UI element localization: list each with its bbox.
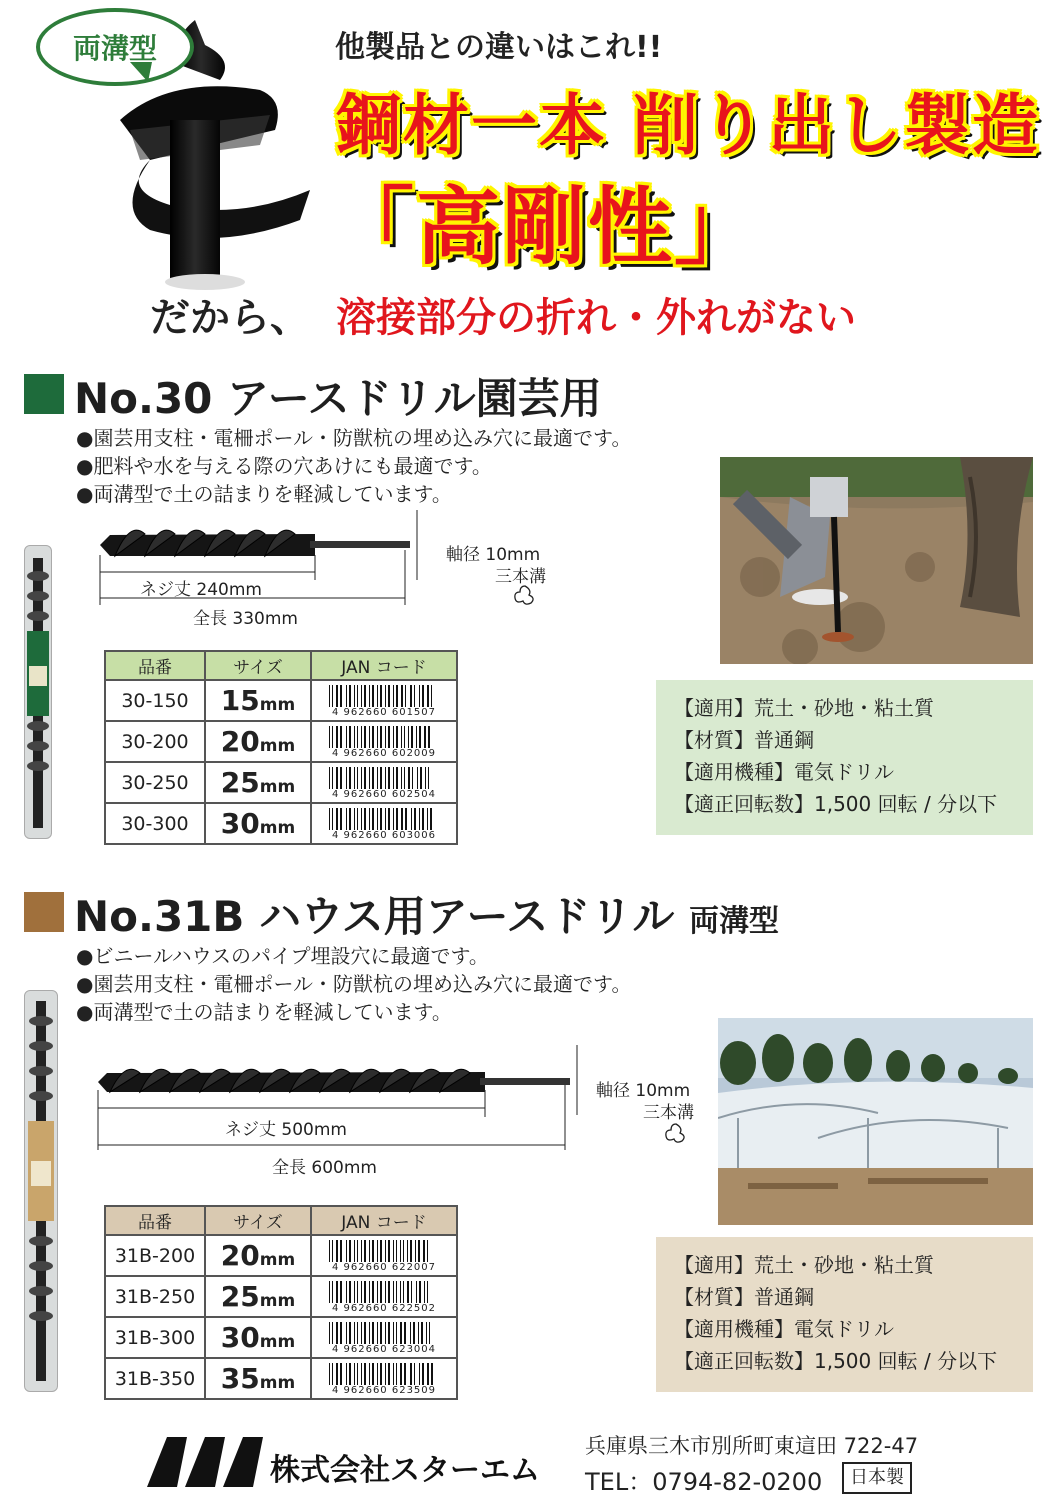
made-in-japan-label: 日本製 bbox=[842, 1462, 912, 1494]
info-application: 【適用】荒土・砂地・粘土質 bbox=[674, 1253, 934, 1277]
section-marker-brown bbox=[24, 892, 64, 932]
shaft-diameter-label: 軸径 10mm bbox=[446, 545, 541, 565]
table-row bbox=[105, 680, 457, 721]
size-unit: mm bbox=[259, 1373, 296, 1393]
model-code: 30-300 bbox=[105, 803, 205, 844]
hero-subtitle: 他製品との違いはこれ!! bbox=[335, 30, 663, 65]
header-size: サイズ bbox=[205, 1206, 311, 1235]
size-cell bbox=[205, 1358, 311, 1399]
info-material: 【材質】普通鋼 bbox=[674, 728, 814, 752]
three-flute-icon bbox=[512, 584, 538, 606]
size-value: 25 bbox=[220, 1280, 260, 1313]
barcode-icon bbox=[325, 684, 443, 718]
spec-info-box-no31b bbox=[656, 1237, 1033, 1392]
jan-cell bbox=[311, 680, 457, 721]
feature-item: ●両溝型で土の詰まりを軽減しています。 bbox=[76, 1000, 452, 1024]
table-row bbox=[105, 721, 457, 762]
product-suffix: 両溝型 bbox=[689, 904, 780, 939]
product-heading-no30 bbox=[74, 366, 602, 426]
barcode-icon bbox=[325, 1362, 443, 1396]
model-code: 30-150 bbox=[105, 680, 205, 721]
size-cell bbox=[205, 762, 311, 803]
jan-number: 4 962660 602504 bbox=[331, 788, 437, 800]
barcode-icon bbox=[325, 1321, 443, 1355]
info-application: 【適用】荒土・砂地・粘土質 bbox=[674, 696, 934, 720]
jan-cell bbox=[311, 762, 457, 803]
spec-table-no30 bbox=[104, 650, 458, 845]
barcode-icon bbox=[325, 807, 443, 841]
size-cell bbox=[205, 721, 311, 762]
table-row bbox=[105, 762, 457, 803]
product-heading-no31b bbox=[74, 884, 779, 944]
info-material: 【材質】普通鋼 bbox=[674, 1285, 814, 1309]
flute-count-label: 三本溝 bbox=[643, 1103, 694, 1123]
three-flute-icon bbox=[663, 1122, 689, 1144]
feature-item: ●両溝型で土の詰まりを軽減しています。 bbox=[76, 482, 452, 506]
flute-count-label: 三本溝 bbox=[495, 567, 546, 587]
model-code: 31B-350 bbox=[105, 1358, 205, 1399]
jan-cell bbox=[311, 1276, 457, 1317]
size-value: 35 bbox=[220, 1362, 260, 1395]
feature-item: ●ビニールハウスのパイプ埋設穴に最適です。 bbox=[76, 944, 489, 968]
size-cell bbox=[205, 803, 311, 844]
info-rpm: 【適正回転数】1,500 回転 / 分以下 bbox=[674, 1349, 998, 1373]
table-row bbox=[105, 1276, 457, 1317]
size-cell bbox=[205, 1235, 311, 1276]
photo-drilling-by-tree bbox=[720, 457, 1033, 664]
feature-item: ●園芸用支柱・電柵ポール・防獣杭の埋め込み穴に最適です。 bbox=[76, 972, 632, 996]
badge-tail bbox=[130, 62, 152, 82]
total-length-label: 全長 600mm bbox=[272, 1158, 377, 1178]
model-code: 31B-300 bbox=[105, 1317, 205, 1358]
header-model-code: 品番 bbox=[105, 651, 205, 680]
product-name: ハウス用アースドリル bbox=[259, 892, 675, 941]
size-cell bbox=[205, 1317, 311, 1358]
product-name: アースドリル園芸用 bbox=[227, 374, 602, 423]
screw-length-label: ネジ丈 500mm bbox=[225, 1120, 347, 1140]
jan-number: 4 962660 623004 bbox=[331, 1343, 437, 1355]
info-machine: 【適用機種】電気ドリル bbox=[674, 760, 894, 784]
hero-lead-emphasis: 溶接部分の折れ・外れがない bbox=[336, 295, 856, 341]
jan-cell bbox=[311, 721, 457, 762]
feature-list-no31b bbox=[76, 942, 631, 1026]
product-package-tube bbox=[24, 545, 52, 839]
model-code: 30-200 bbox=[105, 721, 205, 762]
hero-headline: 鋼材一本 削り出し製造 bbox=[335, 87, 1040, 164]
feature-list-no30 bbox=[76, 424, 631, 508]
feature-item: ●肥料や水を与える際の穴あけにも最適です。 bbox=[76, 454, 492, 478]
table-row bbox=[105, 803, 457, 844]
size-unit: mm bbox=[259, 695, 296, 715]
jan-number: 4 962660 602009 bbox=[331, 747, 437, 759]
table-row bbox=[105, 1317, 457, 1358]
star-m-logo-icon bbox=[145, 1432, 575, 1492]
jan-cell bbox=[311, 1317, 457, 1358]
product-model: No.31B bbox=[74, 892, 245, 941]
size-value: 20 bbox=[220, 1239, 260, 1272]
feature-item: ●園芸用支柱・電柵ポール・防獣杭の埋め込み穴に最適です。 bbox=[76, 426, 632, 450]
info-machine: 【適用機種】電気ドリル bbox=[674, 1317, 894, 1341]
model-code: 31B-250 bbox=[105, 1276, 205, 1317]
jan-number: 4 962660 622007 bbox=[331, 1261, 437, 1273]
photo-greenhouse bbox=[718, 1018, 1033, 1225]
total-length-label: 全長 330mm bbox=[193, 609, 298, 629]
size-unit: mm bbox=[259, 736, 296, 756]
size-unit: mm bbox=[259, 777, 296, 797]
spec-table-no31b bbox=[104, 1205, 458, 1400]
shaft-diameter-label: 軸径 10mm bbox=[596, 1081, 691, 1101]
size-unit: mm bbox=[259, 818, 296, 838]
product-package-tube bbox=[24, 990, 58, 1392]
header-jan: JAN コード bbox=[311, 1206, 457, 1235]
product-model: No.30 bbox=[74, 374, 213, 423]
section-marker-green bbox=[24, 374, 64, 414]
barcode-icon bbox=[325, 766, 443, 800]
packaged-drill-icon bbox=[25, 991, 57, 1391]
jan-number: 4 962660 603006 bbox=[331, 829, 437, 841]
size-unit: mm bbox=[259, 1332, 296, 1352]
table-row bbox=[105, 1235, 457, 1276]
jan-number: 4 962660 623509 bbox=[331, 1384, 437, 1396]
header-size: サイズ bbox=[205, 651, 311, 680]
company-name: 株式会社スターエム bbox=[270, 1453, 540, 1488]
size-unit: mm bbox=[259, 1250, 296, 1270]
jan-cell bbox=[311, 1235, 457, 1276]
jan-number: 4 962660 622502 bbox=[331, 1302, 437, 1314]
screw-length-label: ネジ丈 240mm bbox=[140, 580, 262, 600]
barcode-icon bbox=[325, 1280, 443, 1314]
model-code: 31B-200 bbox=[105, 1235, 205, 1276]
company-address: 兵庫県三木市別所町東這田 722-47 bbox=[585, 1434, 919, 1458]
info-rpm: 【適正回転数】1,500 回転 / 分以下 bbox=[674, 792, 998, 816]
header-model-code: 品番 bbox=[105, 1206, 205, 1235]
size-value: 25 bbox=[220, 766, 260, 799]
spec-info-box-no30 bbox=[656, 680, 1033, 835]
double-flute-badge bbox=[36, 8, 194, 86]
size-value: 30 bbox=[220, 807, 260, 840]
jan-cell bbox=[311, 1358, 457, 1399]
jan-cell bbox=[311, 803, 457, 844]
jan-number: 4 962660 601507 bbox=[331, 706, 437, 718]
model-code: 30-250 bbox=[105, 762, 205, 803]
barcode-icon bbox=[325, 1239, 443, 1273]
size-cell bbox=[205, 1276, 311, 1317]
header-jan: JAN コード bbox=[311, 651, 457, 680]
size-unit: mm bbox=[259, 1291, 296, 1311]
table-row bbox=[105, 1358, 457, 1399]
packaged-drill-icon bbox=[25, 546, 51, 838]
company-logo bbox=[145, 1432, 575, 1496]
barcode-icon bbox=[325, 725, 443, 759]
size-value: 15 bbox=[220, 684, 260, 717]
hero-headline-rigidity: 「高剛性」 bbox=[330, 178, 761, 276]
hero-lead-prefix: だから、 bbox=[150, 295, 310, 341]
company-tel: TEL：0794-82-0200 bbox=[585, 1468, 823, 1496]
size-value: 20 bbox=[220, 725, 260, 758]
badge-text: 両溝型 bbox=[72, 32, 157, 65]
size-value: 30 bbox=[220, 1321, 260, 1354]
size-cell bbox=[205, 680, 311, 721]
